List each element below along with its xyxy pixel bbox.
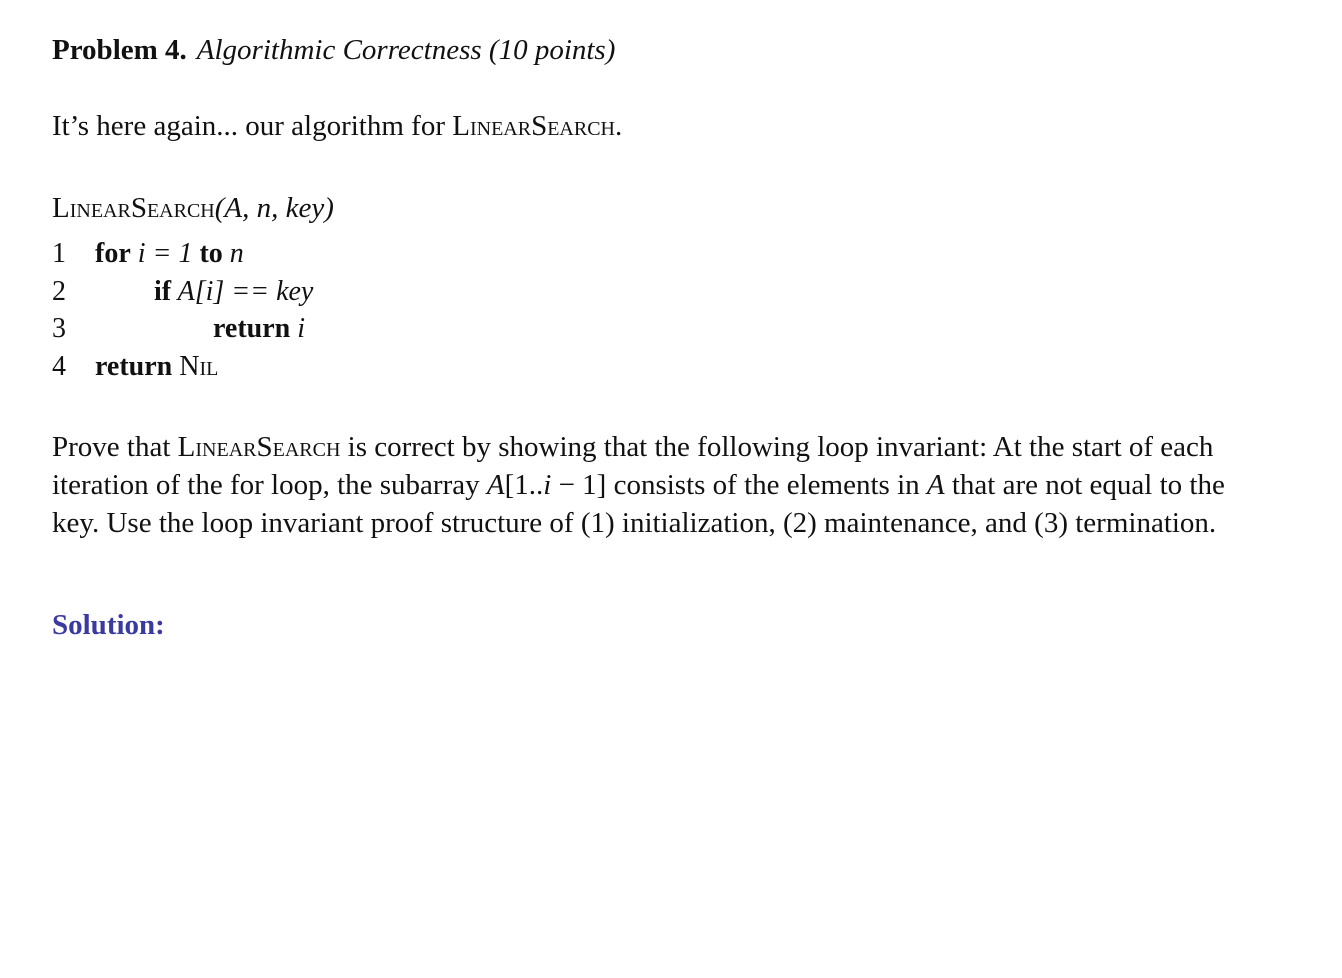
prove-text: − 1] consists of the elements in: [551, 469, 927, 501]
intro-suffix: .: [614, 110, 623, 142]
prove-algorithm-name: LinearSearch: [177, 431, 341, 463]
if-condition: A[i] == key: [171, 276, 314, 307]
problem-label: Problem 4.: [52, 34, 187, 66]
keyword-return: return: [213, 313, 291, 344]
keyword-to: to: [199, 238, 223, 269]
prove-text: is correct by showing that the following loop invariant: At the start of each iteration of the for loop, the subarray: [52, 431, 1214, 501]
math-var: i: [543, 469, 552, 501]
problem-title: Algorithmic Correctness (10 points): [196, 34, 616, 66]
intro-algorithm-name: LinearSearch: [452, 110, 615, 142]
intro-text: [52, 110, 622, 143]
return-nil: Nil: [172, 351, 219, 382]
keyword-for: for: [95, 238, 131, 269]
return-value: i: [290, 313, 306, 344]
loop-var: i = 1: [130, 238, 200, 269]
line-number: 4: [52, 351, 66, 382]
prove-text: Prove that: [52, 431, 178, 463]
loop-bound: n: [222, 238, 244, 269]
algorithm-signature: [52, 192, 334, 225]
intro-prefix: It’s here again... our algorithm for: [52, 110, 453, 142]
solution-label: Solution:: [52, 609, 165, 641]
algorithm-name: LinearSearch: [52, 192, 215, 224]
keyword-return: return: [95, 351, 173, 382]
code-line-1: [52, 238, 244, 274]
prove-text: that are not equal to the key. Use the loop invariant proof structure of (1) initialization, (2) maintenance, and (3) termination.: [52, 469, 1225, 539]
keyword-if: if: [154, 276, 172, 307]
problem-heading: [52, 34, 615, 67]
math-var: A: [486, 469, 505, 501]
proof-prompt: [52, 428, 1252, 542]
prove-text: [1..: [504, 469, 544, 501]
math-var: A: [926, 469, 945, 501]
algorithm-params: (A, n, key): [214, 192, 334, 224]
code-line-2: [52, 276, 313, 312]
line-number: 3: [52, 313, 66, 344]
line-number: 1: [52, 238, 66, 269]
code-line-3: [52, 313, 305, 349]
code-line-4: [52, 351, 218, 387]
line-number: 2: [52, 276, 66, 307]
